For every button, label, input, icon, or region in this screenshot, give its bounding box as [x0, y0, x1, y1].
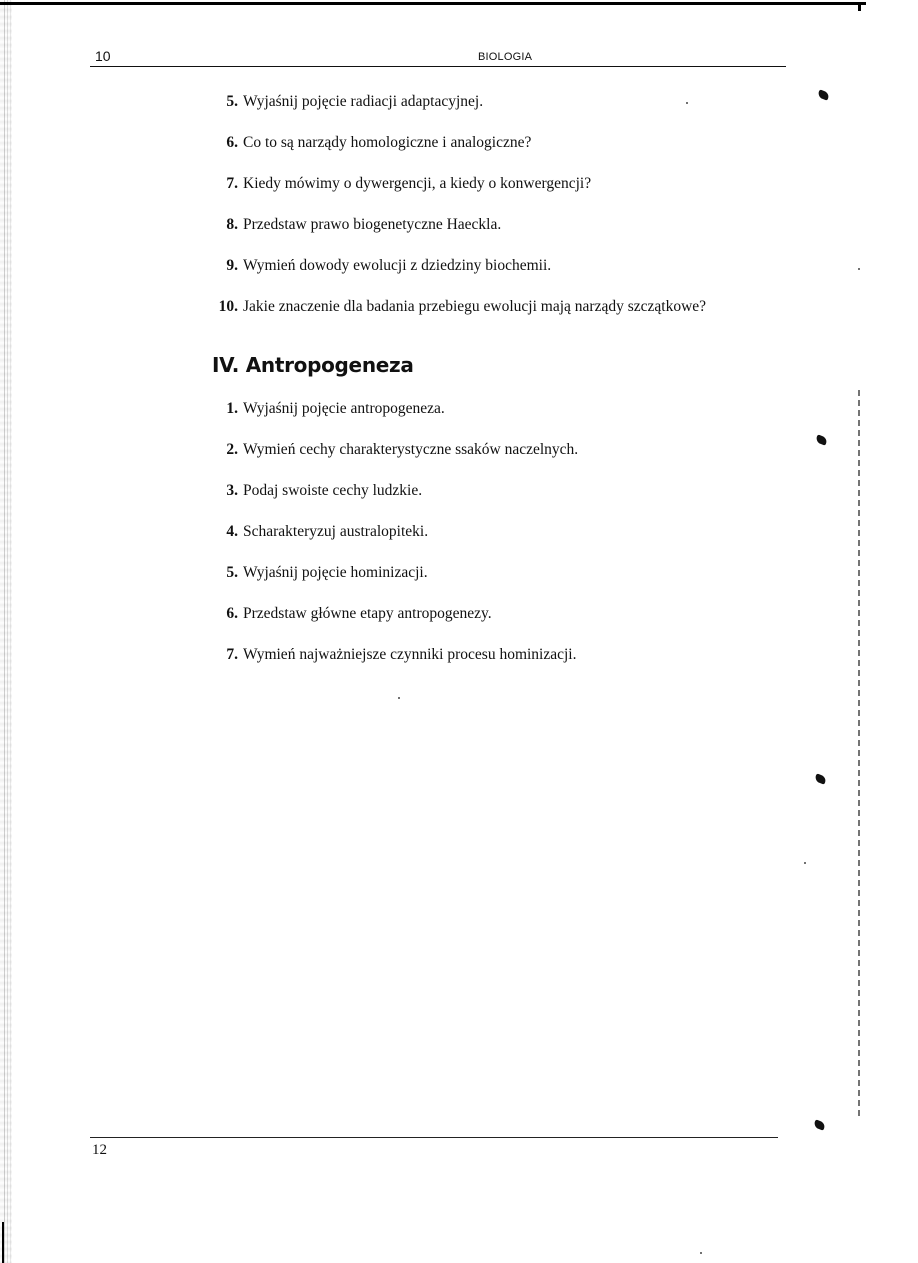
scan-top-edge-corner [858, 2, 861, 11]
question-text: Wyjaśnij pojęcie radiacji adaptacyjnej. [243, 93, 484, 110]
question-number: 7. [226, 646, 238, 663]
scan-speck [858, 268, 860, 270]
question-item [200, 644, 578, 685]
scan-speck [398, 697, 400, 699]
header-page-number: 10 [95, 48, 111, 64]
scan-left-edge-line [4, 0, 5, 1263]
punch-hole-mark [818, 91, 830, 101]
punch-hole-mark [816, 436, 828, 446]
question-number: 7. [226, 175, 238, 192]
question-number: 9. [226, 257, 238, 274]
question-item [200, 214, 706, 255]
scan-left-bottom-mark [2, 1222, 4, 1263]
scan-speck [804, 862, 806, 864]
question-item [200, 439, 578, 480]
question-text: Przedstaw główne etapy antropogenezy. [243, 605, 492, 622]
question-text: Kiedy mówimy o dywergencji, a kiedy o konwergencji? [243, 175, 592, 192]
question-text: Scharakteryzuj australopiteki. [243, 523, 429, 540]
question-number: 10. [218, 298, 238, 315]
question-number: 8. [226, 216, 238, 233]
question-text: Co to są narządy homologiczne i analogiczne? [243, 134, 532, 151]
question-text: Podaj swoiste cechy ludzkie. [243, 482, 423, 499]
question-list-section-4 [200, 398, 578, 685]
question-item [200, 173, 706, 214]
scan-speck [700, 1252, 702, 1254]
question-number: 6. [226, 605, 238, 622]
question-item [200, 480, 578, 521]
question-text: Przedstaw prawo biogenetyczne Haeckla. [243, 216, 502, 233]
question-item [200, 255, 706, 296]
question-item [200, 562, 578, 603]
question-number: 4. [226, 523, 238, 540]
question-text: Wymień cechy charakterystyczne ssaków naczelnych. [243, 441, 579, 458]
question-item [200, 132, 706, 173]
footer-rule [90, 1137, 778, 1138]
running-header [90, 46, 786, 67]
question-text: Wyjaśnij pojęcie hominizacji. [243, 564, 428, 581]
scan-right-edge [858, 390, 860, 1120]
question-number: 1. [226, 400, 238, 417]
question-number: 3. [226, 482, 238, 499]
question-number: 5. [226, 93, 238, 110]
question-item [200, 398, 578, 439]
question-number: 5. [226, 564, 238, 581]
section-heading: IV. Antropogeneza [212, 353, 414, 377]
question-item [200, 603, 578, 644]
scan-left-edge-line [10, 0, 11, 1263]
question-number: 2. [226, 441, 238, 458]
question-item [200, 91, 706, 132]
question-text: Wymień dowody ewolucji z dziedziny biochemii. [243, 257, 552, 274]
question-text: Jakie znaczenie dla badania przebiegu ewolucji mają narządy szczątkowe? [243, 298, 707, 315]
punch-hole-mark [814, 1121, 826, 1131]
footer-page-number: 12 [92, 1142, 107, 1158]
question-item [200, 521, 578, 562]
question-item [200, 296, 706, 337]
question-text: Wymień najważniejsze czynniki procesu hominizacji. [243, 646, 577, 663]
running-title: BIOLOGIA [478, 51, 533, 63]
scan-left-edge-line [7, 0, 8, 1263]
scan-top-edge [0, 2, 866, 5]
question-list-section-3 [200, 91, 706, 337]
question-text: Wyjaśnij pojęcie antropogeneza. [243, 400, 445, 417]
punch-hole-mark [815, 775, 827, 785]
question-number: 6. [226, 134, 238, 151]
